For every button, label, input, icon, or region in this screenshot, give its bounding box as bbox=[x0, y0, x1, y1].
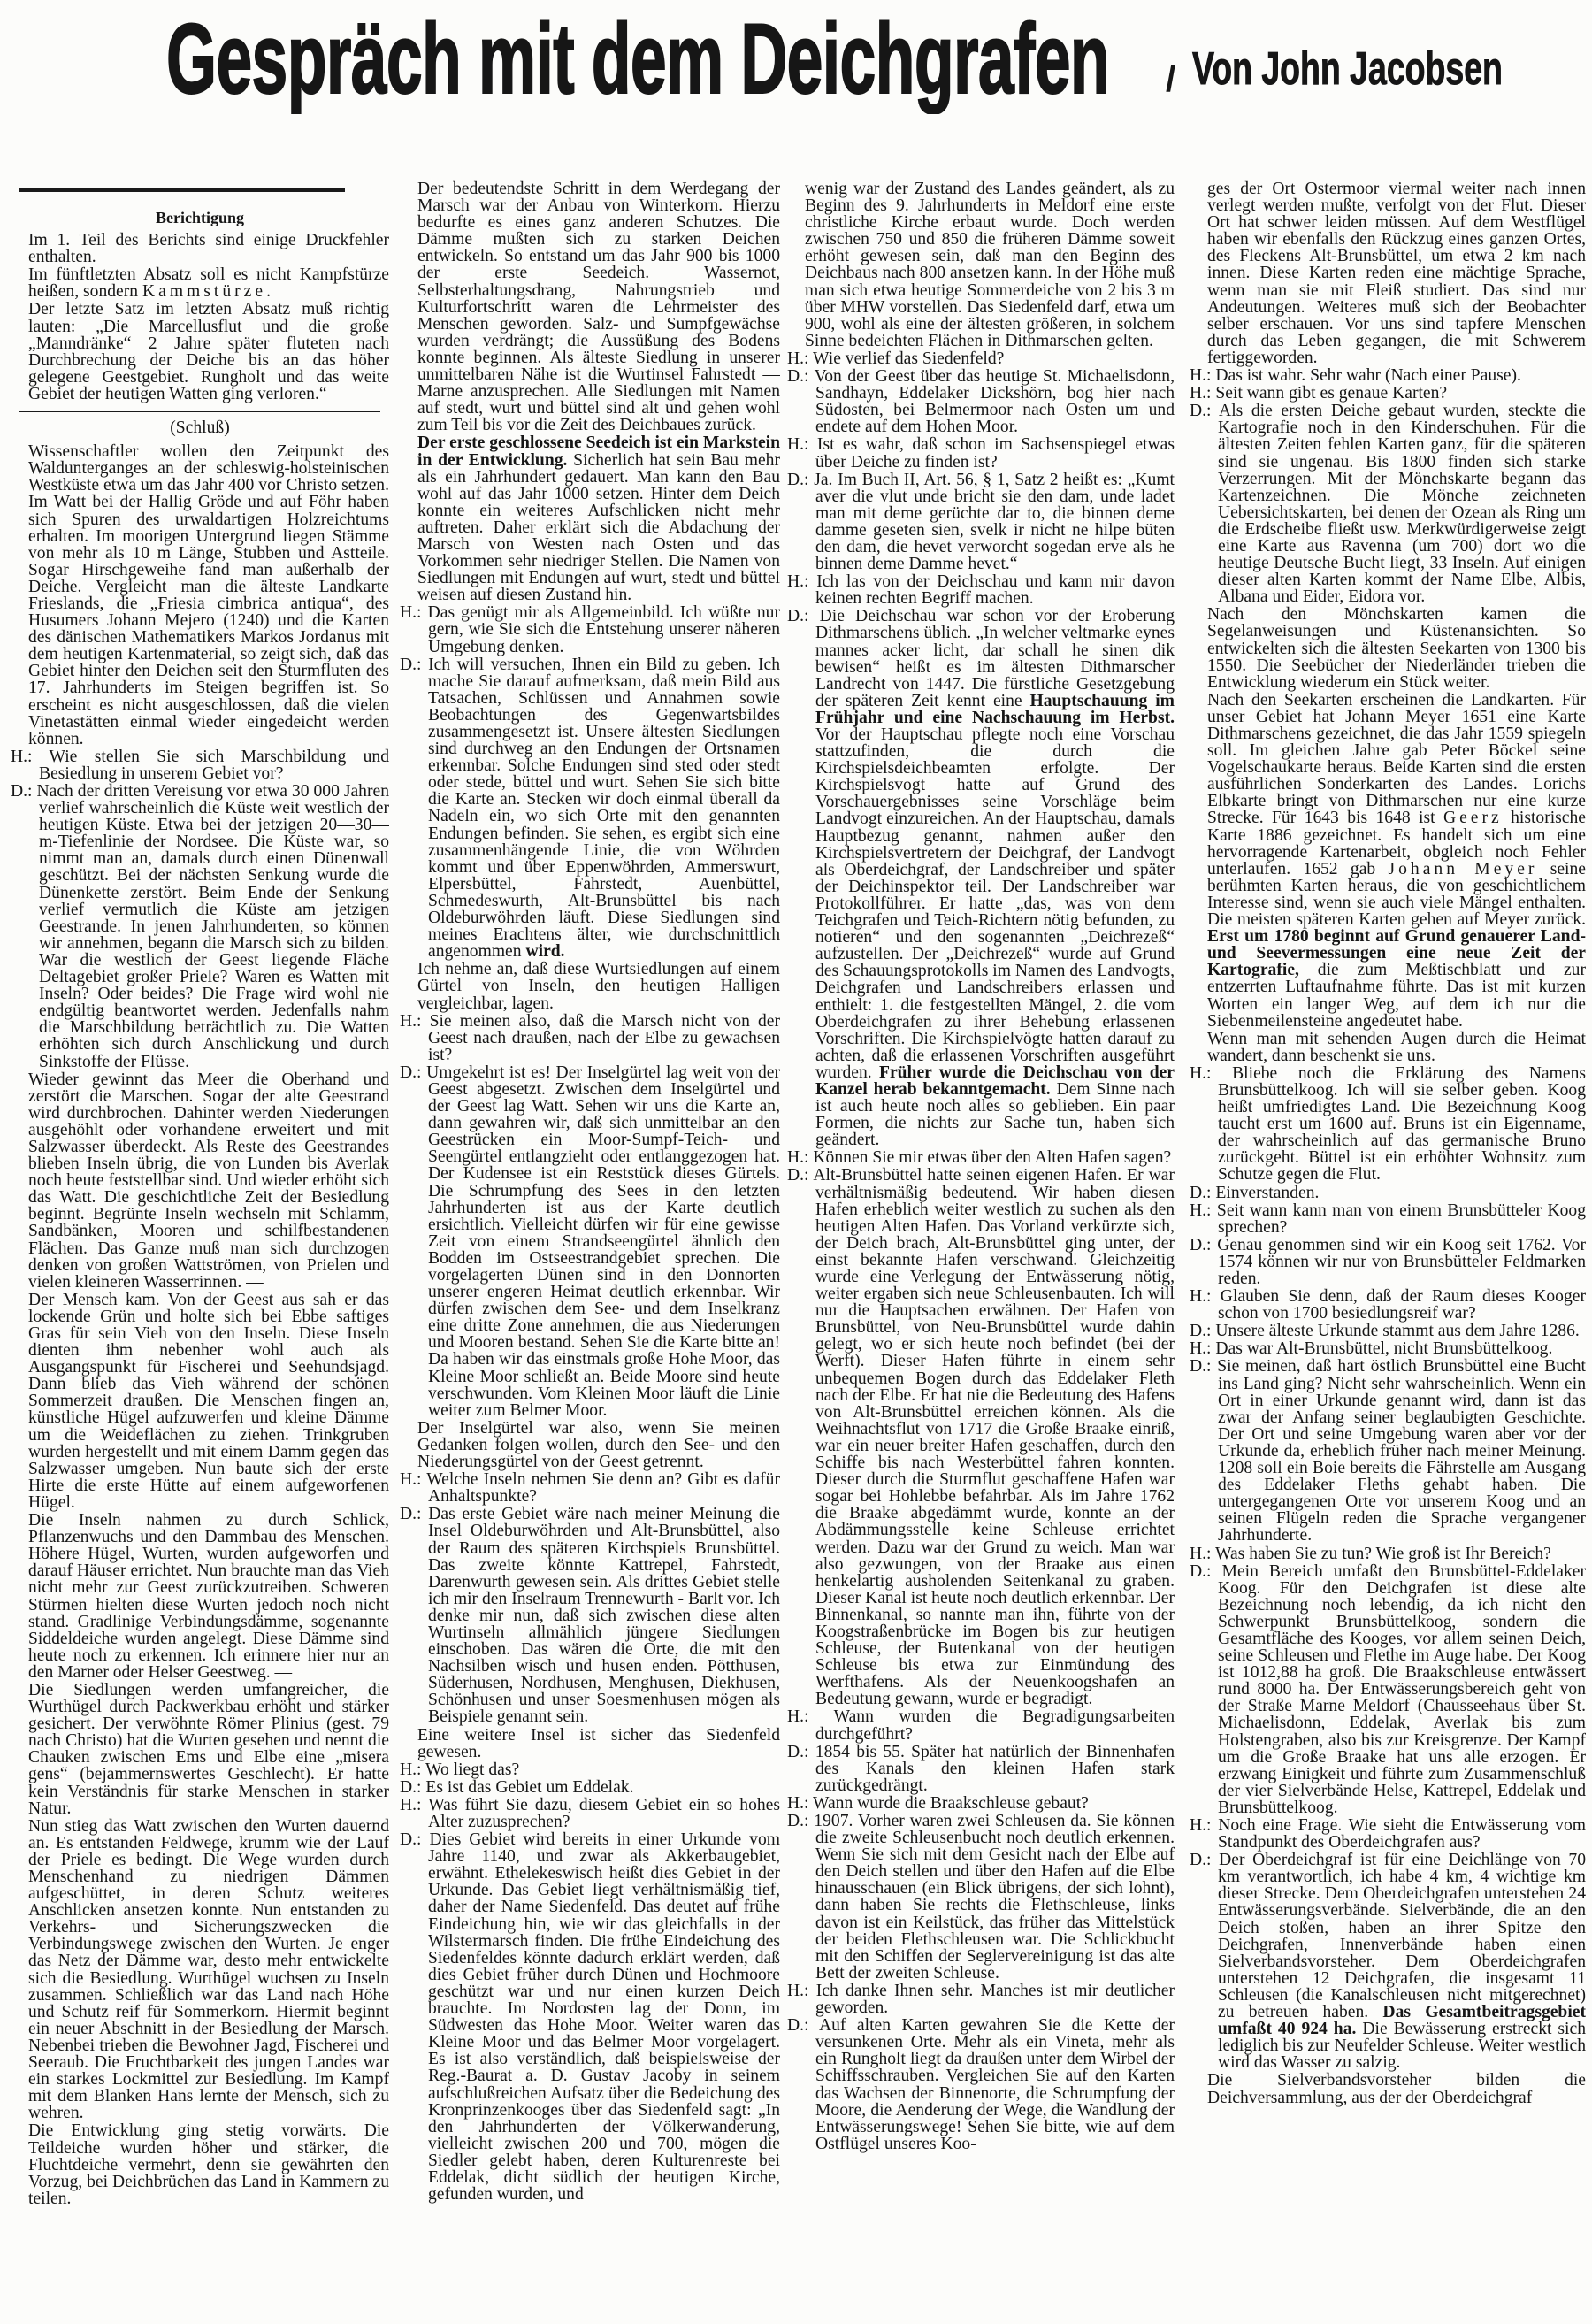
speaker-label: H.: bbox=[1190, 1200, 1212, 1220]
text-segment: ges der Ort Ostermoor viermal weiter nach innen verlegt werden mußte, verfolgt von der Flut. Dieser Ort hat schwer leiden müssen. Auf dem Westflügel haben wir ebenfalls den Rückzug eines ganzen Ortes, des Fleckens Alt-Brunsbüttel, um etwa 2 km nach innen. Diese Karten reden eine mächtige Sprache, wenn man sie mit Fleiß studiert. Das sind nur Andeutungen. Weiteres muß sich der Beobachter selber erschauen. Vor uns sind tapfere Menschen durch das Leben gegangen, die mit Schwerem fertiggeworden. bbox=[1207, 180, 1586, 367]
divider bbox=[19, 411, 380, 412]
speaker-label: H.: bbox=[400, 1795, 422, 1814]
paragraph bbox=[400, 1420, 780, 1470]
text-segment: Glauben Sie denn, daß der Raum dieses Kooger schon von 1700 besiedlungsreif war? bbox=[1218, 1287, 1586, 1323]
text-segment: Wie verlief das Siedenfeld? bbox=[813, 349, 1005, 368]
speaker-label: H.: bbox=[11, 747, 33, 766]
text-segment: Im fünftletzten Absatz soll es nicht Kampfstürze heißen, sondern bbox=[28, 265, 389, 302]
speaker-label: D.: bbox=[1190, 402, 1212, 421]
text-segment: Wo liegt das? bbox=[425, 1760, 520, 1779]
interview-paragraph bbox=[400, 656, 780, 961]
interview-paragraph bbox=[1190, 1065, 1586, 1184]
interview-paragraph bbox=[400, 1761, 780, 1778]
interview-paragraph bbox=[1190, 1817, 1586, 1851]
paragraph bbox=[400, 961, 780, 1011]
text-segment: Wie stellen Sie sich Marschbildung und Besiedlung in unserem Gebiet vor? bbox=[39, 747, 389, 783]
interview-paragraph bbox=[400, 1064, 780, 1419]
text-segment: Können Sie mir etwas über den Alten Hafen sagen? bbox=[813, 1148, 1172, 1168]
speaker-label: D.: bbox=[400, 1777, 422, 1797]
speaker-label: H.: bbox=[787, 1148, 809, 1168]
text-segment: Eine weitere Insel ist sicher das Siedenfeld gewesen. bbox=[417, 1725, 780, 1761]
text-segment: Johann Meyer bbox=[1388, 859, 1538, 878]
interview-paragraph bbox=[1190, 1237, 1586, 1287]
text-segment: Das erste Gebiet wäre nach meiner Meinung die Insel Oldeburwöhrden und Alt-Brunsbüttel, also der Raum des späteren Kirchspiels Brunsbüttel. Das zweite könnte Kattrepel, Fahrstedt, Darenwurth gewesen sein. Als drittes Gebiet stelle ich mir den Inselraum Trennewurth - Barlt vor. Ich denke mir nun, daß sich zwischen diese alten Wurtinseln allmählich jüngere Siedlungen einschoben. Das wären die Orte, die mit den Nachsilben wisch und husen enden. Pötthusen, Süderhusen, Nordhusen, Menghusen, Diekhusen, Schönhusen und unser Soesmenhusen mögen als Beispiele genannt sein. bbox=[428, 1505, 780, 1727]
paragraph bbox=[11, 1682, 389, 1817]
interview-paragraph bbox=[787, 368, 1175, 435]
text-segment: Nun stieg das Watt zwischen den Wurten dauernd an. Es entstanden Feldwege, krumm wie der Lauf der Priele es bedingt. Die Wege wurden durch Menschenhand zu niedrigen Dämmen aufgeschüttet, in deren Schutz weiteres Anschlicken ansetzen konnte. Nun entstanden zu Verkehrs- und Sicherungszwecken die Verbindungswege zwischen den Wurten. Je enger das Netz der Dämme war, desto mehr entwickelte sich die Besiedlung. Wurthügel wuchsen zu Inseln zusammen. Schließlich war das Land nach Höhe und Schutz reif für Sommerkorn. Hiermit beginnt ein neuer Abschnitt in der Besiedlung der Marsch. Nebenbei trieben die Bewohner Jagd, Fischerei und Seeraub. Die Fruchtbarkeit des jungen Landes war ein starkes Lockmittel zur Besiedlung. Im Kampf mit dem Blanken Hans lernte der Mensch, sich zu wehren. bbox=[28, 1816, 389, 2123]
speaker-label: D.: bbox=[1190, 1561, 1212, 1581]
speaker-label: D.: bbox=[1190, 1322, 1212, 1341]
text-segment: Sicherlich hat sein Bau mehr als ein Jahrhundert gedauert. Man kann den Bau wohl auf das Jahr 1000 setzen. Hinter dem Deich konnte ein weiteres Aufschlicken nicht mehr auftreten. Daher erklärt sich die Abdachung der Marsch von Westen nach Osten und das Vorkommen sehr niedriger Stellen. Die Namen von Siedlungen mit Endungen auf wurt, stedt und büttel weisen auf diesen Zustand hin. bbox=[417, 450, 780, 605]
paragraph bbox=[1190, 180, 1586, 366]
text-segment: Ich danke Ihnen sehr. Manches ist mir deutlicher geworden. bbox=[815, 1981, 1175, 2018]
speaker-label: H.: bbox=[787, 1793, 809, 1813]
speaker-label: H.: bbox=[787, 435, 809, 455]
text-segment: 1907. Vorher waren zwei Schleusen da. Sie können die zweite Schleusenbucht noch deutlich erkennen. Wenn Sie sich mit dem Gesicht nach der Elbe auf den Deich stellen und über den Hafen auf die Elbe hinausschauen (ein Blick übrigens, der sich lohnt), dann haben Sie rechts die Flethschleuse, links davon ist ein Keilstück, das früher das Mittelstück der beiden Flethschleusen war. Die Schlickbucht mit den Schiffen der Seglervereinigung ist das alte Bett der zweiten Schleuse. bbox=[814, 1812, 1175, 1983]
interview-paragraph bbox=[787, 608, 1175, 1148]
speaker-label: H.: bbox=[1190, 384, 1212, 403]
text-segment: Das war Alt-Brunsbüttel, nicht Brunsbüttelkoog. bbox=[1215, 1339, 1553, 1359]
text-segment: Ist es wahr, daß schon im Sachsenspiegel etwas über Deiche zu finden ist? bbox=[815, 435, 1175, 472]
interview-paragraph bbox=[400, 1797, 780, 1830]
text-segment: Dem Sinne nach ist auch heute noch alles so geblieben. Ein paar Formen, die nichts zur Sache tun, haben sich geändert. bbox=[815, 1079, 1175, 1150]
interview-paragraph bbox=[1190, 403, 1586, 605]
text-segment: Wissenschaftler wollen den Zeitpunkt des Waldunterganges an der schleswig-holsteinischen Westküste etwa um das Jahr 400 vor Christo setzen. Im Watt bei der Hallig Gröde und auf Föhr haben sich Spuren des urwaldartigen Holzreichtums erhalten. Im moorigen Untergrund liegen Stämme von mehr als 10 m Länge, Stubben und Astteile. Sogar Hirschgeweihe fand man außerhalb der Deiche. Vergleicht man die älteste Landkarte Frieslands, die „Friesia cimbrica antiqua“, des Husumers Johann Mejero (1240) und die Karten des dänischen Mathematikers Markos Jordanus mit dem heutigen Kartenmaterial, so zeigt sich, daß das Gebiet hinter den Deichen seit den Sturmfluten des 17. Jahrhunderts im Steigen begriffen ist. So erscheint es nicht ausgeschlossen, daß die vielen Vinetastätten einmal wieder eingedeicht werden können. bbox=[28, 442, 389, 748]
text-segment: Alt-Brunsbüttel hatte seinen eigenen Hafen. Er war verhältnismäßig bedeutend. Wir haben diesen Hafen erheblich weiter westlich zu suchen als den heutigen Alten Hafen. Das Vorland verkürzte sich, der Deich brach, Alt-Brunsbüttel ging unter, der einst bekannte Hafen verschwand. Gleichzeitig wurde eine Verlegung der Entwässerung nötig, weiter ergaben sich neue Schleusenbauten. Ich will nur die Hauptsachen erwähnen. Der Hafen von Brunsbüttel, von Neu-Brunsbüttel wurde dahin gelegt, wo er sich heute noch befindet (bei der Werft). Dieser Hafen führte in einem sehr unbequemen Bogen durch das Eddelaker Fleth nach der Elbe. Er hat nie die Bedeutung des Hafens von Alt-Brunsbüttel erreichen können. Als die Weihnachtsflut von 1717 die Große Braake einriß, war ein neuer breiter Hafen geschaffen, durch den Schiffe bis nach Westerbüttel fahren konnten. Dieser durch die Sturmflut geschaffene Hafen war sogar bei Hohlebbe befahrbar. Als im Jahre 1762 die Braake abgedämmt wurde, konnte an der Abdämmungsstelle keine Schleuse errichtet werden. Dazu war der Grund zu weich. Man war also gezwungen, von der Braake aus einen henkelartig ausholenden Seitenkanal zu graben. Dieser Kanal ist heute noch deutlich erkennbar. Der Binnenkanal, so nannte man ihn, führte von der Koogstraßenbrücke im Bogen bis zur heutigen Schleuse, der Butenkanal von der heutigen Schleuse bis etwa zur Einmündung des Werfthafens. Als der Neuenkoogshafen an Bedeutung gewann, wurde er begradigt. bbox=[813, 1166, 1175, 1709]
speaker-label: H.: bbox=[1190, 1544, 1212, 1563]
text-segment: Der Inselgürtel war also, wenn Sie meinen Gedanken folgen wollen, durch den See- und den Niederungsgürtel von der Geest getrennt. bbox=[417, 1418, 780, 1472]
speaker-label: D.: bbox=[787, 470, 809, 489]
text-segment: Die Bewässerung erstreckt sich lediglich bis zur Neufelder Schleuse. Weiter westlich wird das Wasser zu salzig. bbox=[1218, 2020, 1586, 2073]
interview-paragraph bbox=[1190, 1340, 1586, 1357]
text-segment: Geerz bbox=[1443, 809, 1503, 828]
interview-paragraph bbox=[1190, 385, 1586, 402]
text-segment: Was führt Sie dazu, diesem Gebiet ein so hohes Alter zuzusprechen? bbox=[428, 1795, 780, 1831]
speaker-label: D.: bbox=[787, 1166, 809, 1185]
author-byline: Von John Jacobsen bbox=[1192, 43, 1503, 95]
interview-paragraph bbox=[1190, 1288, 1586, 1322]
text-segment: Es ist das Gebiet um Eddelak. bbox=[425, 1777, 634, 1797]
speaker-label: D.: bbox=[1190, 1183, 1212, 1202]
paragraph bbox=[11, 443, 389, 748]
text-segment: 1854 bis 55. Später hat natürlich der Binnenhafen des Kanals den kleinen Hafen stark zurückgedrängt. bbox=[815, 1742, 1175, 1795]
text-segment: Die Deichschau war schon vor der Eroberung Dithmarschens üblich. „In welcher veltmarke eynes mannes acker licht, dar schall he sinen dik bewisen“ heißt es im ältesten Dithmarscher Landrecht von 1447. Die fürstliche Gesetzgebung der späteren Zeit kennt eine bbox=[815, 607, 1175, 710]
interview-paragraph bbox=[787, 1983, 1175, 2016]
paragraph bbox=[787, 180, 1175, 349]
paragraph bbox=[11, 232, 389, 265]
text-column-1 bbox=[11, 180, 389, 2321]
text-segment: Ja. Im Buch II, Art. 56, § 1, Satz 2 heißt es: „Kumt aver die vlut unde bricht sie den dam, unde ladet man mit deme gerüchte dar to, die binnen deme damme geseten sien, svelk ir nicht ne hilpe büten den dam, die hevet verworcht sogedan erve als he binnen deme Damme hevet.“ bbox=[814, 470, 1175, 574]
interview-paragraph bbox=[1190, 1358, 1586, 1544]
interview-paragraph bbox=[787, 436, 1175, 470]
text-segment: Wenn man mit sehenden Augen durch die Heimat wandert, dann beschenkt sie uns. bbox=[1207, 1029, 1586, 1065]
speaker-label: D.: bbox=[400, 1062, 422, 1082]
interview-paragraph bbox=[11, 783, 389, 1070]
text-segment: Ich las von der Deichschau und kann mir davon keinen rechten Begriff machen. bbox=[815, 572, 1175, 609]
text-segment: Als die ersten Deiche gebaut wurden, steckte die Kartografie noch in den Kinderschuhen. Für die ältesten Zeiten fehlen Karten ganz, für die späteren sind sie ungenau. Bis 1800 finden sich starke Verzerrungen. Mit der Mönchskarte begann das Kartenzeichnen. Die Mönche zeichneten Uebersichtskarten, bei denen der Ozean als Ring um die Erdscheibe fließt usw. Merkwürdigerweise zeigt eine Karte aus Ravenna (um 700) dort wo die heutige Deutsche Bucht liegt, 33 Inseln. Auf einigen dieser alten Karten kommt der Name Elbe, Albis, Albana und Eider, Eidora vor. bbox=[1218, 402, 1586, 607]
speaker-label: H.: bbox=[787, 349, 809, 368]
interview-paragraph bbox=[787, 1708, 1175, 1742]
speaker-label: D.: bbox=[787, 2016, 809, 2036]
interview-paragraph bbox=[1190, 1563, 1586, 1816]
text-segment: Wann wurde die Braakschleuse gebaut? bbox=[813, 1793, 1089, 1813]
paragraph bbox=[400, 1727, 780, 1760]
text-segment: Welche Inseln nehmen Sie denn an? Gibt es dafür Anhaltspunkte? bbox=[426, 1470, 780, 1507]
bold-text: Hauptschauung im Frühjahr und eine Nachschauung im Herbst. bbox=[815, 691, 1175, 727]
paragraph bbox=[1190, 2072, 1586, 2105]
interview-paragraph bbox=[400, 1471, 780, 1505]
speaker-label: H.: bbox=[1190, 366, 1212, 386]
speaker-label: D.: bbox=[400, 1830, 422, 1850]
text-segment: Das genügt mir als Allgemeinbild. Ich wüßte nur gern, wie Sie sich die Entstehung unserer näheren Umgebung denken. bbox=[427, 603, 780, 656]
speaker-label: D.: bbox=[1190, 1851, 1212, 1870]
interview-paragraph bbox=[400, 604, 780, 655]
speaker-label: D.: bbox=[1190, 1235, 1212, 1254]
text-segment: Einverstanden. bbox=[1215, 1183, 1320, 1202]
text-segment: Nach der dritten Vereisung vor etwa 30 000 Jahren verlief wahrscheinlich die Küste weit westlich der heutigen Küste. Etwa bei der jetzigen 20—30—m-Tiefenlinie der Nordsee. Die Küste war, so nimmt man an, damals durch einen Dünenwall geschützt. Bei der nächsten Senkung wurde die Dünenkette zerstört. Beim Ende der Senkung verlief vermutlich die Küste am jetzigen Geestrande. In jenen Jahrhunderten, so können wir annehmen, begann die Marsch sich zu bilden. War die westlich der Geest liegende Fläche Deltagebiet großer Priele? Waren es Watten mit Inseln? Oder beides? Die Frage wird wohl nie endgültig beantwortet werden. Jedenfalls nahm die Marschbildung beträchtlich zu. Die Watten erhöhten sich durch Anschlickung und durch Sinkstoffe der Flüsse. bbox=[36, 782, 389, 1071]
text-segment: historische Karte 1886 gezeichnet. Es handelt sich um eine hervorragende Kartenarbeit, obgleich noch Fehler unterlaufen. 1652 gab bbox=[1207, 809, 1586, 878]
text-segment: Auf alten Karten gewahren Sie die Kette der versunkenen Orte. Mehr als ein Vineta, mehr als ein Rungholt liegt da draußen unter dem Wirbel der Schiffsschrauben. Vergleichen Sie auf den Karten das Wachsen der Binnenorte, die Schrumpfung der Moore, die Aenderung der Wege, die Wandlung der Entwässerungswege! Sehen Sie bitte, wie auf dem Ostflügel unseres Koo- bbox=[815, 2016, 1175, 2153]
speaker-label: H.: bbox=[787, 572, 809, 592]
speaker-label: D.: bbox=[787, 1742, 809, 1761]
text-segment: Wieder gewinnt das Meer die Oberhand und zerstört die Marschen. Sogar der alte Geestrand wird durchbrochen. Dahinter werden Niederungen ausgehöhlt oder vorhandene erweitert und mit Salzwasser überdeckt. Als Reste des Geestrandes blieben Inseln übrig, die von Lunden bis Averlak noch heute feststellbar sind. Und wieder erhöht sich das Watt. Die geschichtliche Zeit der Besiedlung beginnt. Begrünte Inseln wechseln mit Schlamm, Sandbänken, Mooren und schilfbestandenen Flächen. Das Ganze muß man sich durchzogen denken von großen Wattströmen, von Prielen und vielen kleineren Wasserrinnen. — bbox=[28, 1070, 389, 1292]
text-segment: die zum Meßtischblatt und zur entzerrten Luftaufnahme führte. Das ist mit kurzen Worten ein langer Weg, auf dem ich nur die Siebenmeilensteine angedeutet habe. bbox=[1207, 961, 1586, 1031]
text-segment: Bliebe noch die Erklärung des Namens Brunsbüttelkoog. Ich will sie selber geben. Koog heißt umfriedigtes Land. Die Bezeichnung Koog taucht erst um 1600 auf. Bruns ist ein Eigenname, der wahrscheinlich auf das germanische Bruno zurückgeht. Büttel ist ein erhöhter Wohnsitz zum Schutze gegen die Flut. bbox=[1218, 1063, 1586, 1185]
text-segment: Ich nehme an, daß diese Wurtsiedlungen auf einem Gürtel von Inseln, den heutigen Halligen vergleichbar, lagen. bbox=[417, 960, 780, 1013]
speaker-label: H.: bbox=[787, 1981, 809, 2000]
text-segment: Sie meinen, daß hart östlich Brunsbüttel eine Bucht ins Land ging? Nicht sehr wahrscheinlich. Wenn ein Ort in einer Urkunde genannt wird, dann ist das zwar der Anfang seiner beglaubigten Geschichte. Der Ort und seine Umgebung waren aber vor der Urkunde da, erheblich früher nach meiner Meinung. 1208 soll ein Boie bereits die Fährstelle am Ausgang des Eddelaker Fleths gehabt haben. Die untergegangenen Orte vor unserem Koog und an seinen Flügeln reden die Sprache vergangener Jahrhunderte. bbox=[1217, 1357, 1586, 1545]
text-segment: Umgekehrt ist es! Der Inselgürtel lag weit von der Geest abgesetzt. Zwischen dem Inselgürtel und der Geest lag Watt. Sehen wir uns die Karte an, dann gewahren wir, daß sich unmittelbar an den Geestrücken ein Moor-Sumpf-Teich- und Seengürtel entlangzieht oder entlanggezogen hat. Der Kudensee ist ein Reststück dieses Gürtels. Die Schrumpfung des Sees in den letzten Jahrhunderten ist aus der Karte deutlich ersichtlich. Vielleicht dürfen wir für eine gewisse Zeit von einem Strandseengürtel ähnlich den Bodden im Ostseestrandgebiet sprechen. Die vorgelagerten Dünen sind in den Donnorten unserer engeren Heimat deutlich erkennbar. Wir dürfen zwischen dem See- und dem Inselkranz eine dritte Zone annehmen, die aus Niederungen und Mooren bestand. Sehen Sie die Karte bitte an! Da haben wir das einstmals große Hohe Moor, das Kleine Moor schließt an. Beide Moore sind heute verschwunden. Vom Kleinen Moor läuft die Linie weiter zum Belmer Moor. bbox=[426, 1062, 780, 1420]
interview-paragraph bbox=[787, 573, 1175, 607]
text-segment: Ich will versuchen, Ihnen ein Bild zu geben. Ich mache Sie darauf aufmerksam, daß mein Bild aus Tatsachen, Schlüssen und Annahmen sowie Beobachtungen des Gegenwartsbildes zusammengesetzt ist. Unsere ältesten Siedlungen sind durchweg an den Endungen der Ortsnamen erkennbar. Solche Endungen sind sted oder stedt oder stede, büttel und wurt. Sehen Sie sich bitte die Karte an. Stecken wir doch einmal überall da Nadeln ein, wo sich Orte mit den genannten Endungen befinden. Sie sehen, es ergibt sich eine zusammenhängende Linie, die von Wöhrden kommt und über Eppenwöhrden, Ammerswurt, Elpersbüttel, Fahrstedt, Auenbüttel, Schmedeswurth, Alt-Brunsbüttel bis nach Oldeburwöhrden läuft. Diese Siedlungen sind meines Erachtens älter, wie durchschnittlich angenommen bbox=[428, 655, 780, 962]
speaker-label: H.: bbox=[400, 1760, 422, 1779]
text-segment: Kammstürze bbox=[142, 282, 267, 302]
text-column-3 bbox=[787, 180, 1175, 2321]
headline-separator: / bbox=[1166, 60, 1176, 99]
continuation-label: (Schluß) bbox=[170, 418, 230, 438]
interview-paragraph bbox=[787, 2017, 1175, 2152]
interview-paragraph bbox=[400, 1779, 780, 1796]
interview-paragraph bbox=[787, 1795, 1175, 1812]
interview-paragraph bbox=[787, 350, 1175, 367]
speaker-label: D.: bbox=[400, 1505, 422, 1524]
speaker-label: D.: bbox=[787, 367, 809, 387]
paragraph bbox=[11, 1818, 389, 2122]
speaker-label: H.: bbox=[787, 1707, 809, 1727]
speaker-label: D.: bbox=[787, 1812, 809, 1830]
paragraph bbox=[11, 266, 389, 300]
speaker-label: H.: bbox=[1190, 1063, 1212, 1083]
interview-paragraph bbox=[1190, 1323, 1586, 1339]
text-segment: Von der Geest über das heutige St. Michaelisdonn, Sandhayn, Eddelaker Dickshörn, bog hier nach Südosten, bei Belmermoor nach Osten um und endete auf dem Hohen Moor. bbox=[814, 367, 1175, 437]
speaker-label: D.: bbox=[11, 782, 33, 801]
interview-paragraph bbox=[787, 1813, 1175, 1982]
interview-paragraph bbox=[787, 1167, 1175, 1707]
text-segment: Die Siedlungen werden umfangreicher, die Wurthügel durch Packwerkbau erhöht und stärker gesichert. Der verwöhnte Römer Plinius (gest. 79 nach Christo) hat die Wurten gesehen und nennt die Chauken zwischen Ems und Elbe eine „misera gens“ (bejammernswertes Geschlecht). Er hatte kein Verständnis für starke Menschen in starker Natur. bbox=[28, 1680, 389, 1818]
article-headline: Gespräch mit dem Deichgrafen bbox=[166, 4, 1110, 114]
paragraph bbox=[11, 1071, 389, 1291]
text-segment: Der bedeutendste Schritt in dem Werdegang der Marsch war der Anbau von Winterkorn. Hierzu bedurfte es eines ganz anderen Schutzes. Die Dämme mußten sich zu starken Deichen entwickeln. So entstand um das Jahr 900 bis 1000 der erste Seedeich. Wassernot, Selbsterhaltungsdrang, Nahrungstrieb und Kulturfortschritt waren die Lehrmeister des Menschen geworden. Salz- und Sumpfgewächse wurden verdrängt; die Aussüßung des Bodens konnte beginnen. Als älteste Siedlung in unserer unmittelbaren Nähe ist die Wurtinsel Fahrstedt — Marne anzusprechen. Alle Siedlungen mit Namen auf stedt, wurt und büttel sind alt und gehen wohl zum Teil bis vor die Zeit des Deichbaues zurück. bbox=[417, 180, 780, 435]
text-segment: Im 1. Teil des Berichts sind einige Druckfehler enthalten. bbox=[28, 231, 389, 267]
speaker-label: H.: bbox=[1190, 1339, 1212, 1359]
interview-paragraph bbox=[787, 1149, 1175, 1166]
speaker-label: D.: bbox=[1190, 1357, 1212, 1377]
speaker-label: H.: bbox=[400, 603, 422, 623]
text-segment: Genau genommen sind wir ein Koog seit 1762. Vor 1574 können wir nur von Brunsbütteler Feldmarken reden. bbox=[1217, 1235, 1586, 1288]
text-segment: Wann wurden die Begradigungsarbeiten durchgeführt? bbox=[815, 1707, 1175, 1744]
paragraph bbox=[1190, 1031, 1586, 1064]
text-segment: Dies Gebiet wird bereits in einer Urkunde vom Jahre 1140, und zwar als Akkerbaugebiet, erwähnt. Ethelekeswisch heißt dies Gebiet in der Urkunde. Das Gebiet liegt verhältnismäßig tief, daher der Name Siedenfeld. Das deutet auf frühe Eindeichung hin, wie wir das gleichfalls in der Wilstermarsch finden. Die frühe Eindeichung des Siedenfeldes könnte dadurch erklärt werden, daß dies Gebiet früher durch Dünen und Hochmoore geschützt war und nur einen kurzen Deich brauchte. Im Nordosten lag der Donn, im Südwesten das Hohe Moor. Weiter waren das Kleine Moor und das Belmer Moor vorgelagert. Es ist also verständlich, daß beispielsweise der Reg.-Baurat a. D. Gustav Jacoby in seinem aufschlußreichen Aufsatz über die Bedeichung des Kronprinzenkooges über das Siedenfeld sagt: „In den Jahrhunderten der Völkerwanderung, vielleicht zwischen 200 und 700, mögen die Siedler gelebt haben, deren Kulturenreste bei Eddelak, dicht südlich der heutigen Kirche, gefunden wurden, und bbox=[428, 1830, 780, 2205]
text-segment: Noch eine Frage. Wie sieht die Entwässerung vom Standpunkt des Oberdeichgrafen aus? bbox=[1218, 1816, 1586, 1852]
interview-paragraph bbox=[787, 1744, 1175, 1794]
bold-text: Früher wurde die Deichschau von der Kanzel herab bekanntgemacht. bbox=[815, 1062, 1175, 1099]
interview-paragraph bbox=[1190, 1545, 1586, 1562]
paragraph bbox=[11, 2122, 389, 2206]
text-segment: Vor der Hauptschau pflegte noch eine Vorschau stattzufinden, die durch die Kirchspielsdeichbeamten erfolgte. Der Kirchspielsvogt hatte auf Grund des Vorschauergebnisses seine Vorschläge beim Landvogt einzureichen. An der Hauptschau, damals Hauptbezug genannt, nahmen außer den Kirchspielsvertretern der Deichgraf, der Landvogt als Oberdeichgraf, der Landschreiber und später der Deichinspektor teil. Der Landschreiber war Protokollführer. Er hatte „das, was von dem Teichgrafen und Teich-Richtern nötig befunden, zu notieren“ und den sogenannten „Deichrezeß“ aufzustellen. Der „Deichrezeß“ wurde auf Grund des Schauungsprotokolls im Namen des Landvogts, Deichgrafen und Landschreibers erlassen und enthielt: 1. die festgestellten Mängel, 2. die vom Oberdeichgrafen zu ihrer Behebung erlassenen Vorschriften. Die Kirchspielvögte hatten darauf zu achten, daß die erlassenen Vorschriften ausgeführt wurden. bbox=[815, 725, 1175, 1082]
text-segment: Die Inseln nahmen zu durch Schlick, Pflanzenwuchs und den Dammbau des Menschen. Höhere Hügel, Wurten, wurden aufgeworfen und darauf Häuser errichtet. Nun brauchte man das Vieh nicht mehr zur Geest zurückzutreiben. Schweren Stürmen hielten diese Wurten jedoch noch nicht stand. Gradlinige Verbindungsdämme, sogenannte Siddeldeiche wurden angelegt. Diese Dämme sind heute noch zu erkennen. Ich erinnere hier nur an den Marner oder Helser Geestweg. — bbox=[28, 1511, 389, 1682]
paragraph bbox=[400, 434, 780, 603]
text-segment: Nach den Mönchskarten kamen die Segelanweisungen und Küstenansichten. So entwickelten sich die ältesten Seekarten von 1300 bis 1550. Die Seebücher der Niederländer trieben die Entwicklung wiederum ein Stück weiter. bbox=[1207, 605, 1586, 692]
interview-paragraph bbox=[787, 472, 1175, 573]
paragraph bbox=[11, 1292, 389, 1511]
text-segment: Mein Bereich umfaßt den Brunsbüttel-Eddelaker Koog. Für den Deichgrafen ist diese alte Bezeichnung noch lebendig, da ich nicht den Schwerpunkt Brunsbüttelkoog, sondern die Gesamtfläche des Kooges, vor allem seinen Deich, seine Schleusen und Flethe im Auge habe. Der Koog ist 1012,88 ha groß. Die Braakschleuse entwässert rund 8000 ha. Der Entwässerungsbereich geht von der Straße Marne Meldorf (Chausseehaus über St. Michaelisdonn, Eddelak, Averlak bis zum Holstengraben, also bis zur Kreisgrenze. Der Kampf um die Große Braake hat uns alle erzogen. Er erzwang Einigkeit und führte zum Zusammenschluß der vier Sielverbände Helse, Kattrepel, Eddelak und Brunsbüttelkoog. bbox=[1218, 1561, 1586, 1817]
interview-paragraph bbox=[1190, 367, 1586, 384]
paragraph bbox=[400, 180, 780, 433]
speaker-label: D.: bbox=[400, 655, 422, 674]
text-segment: Sie meinen also, daß die Marsch nicht von der Geest nach draußen, nach der Elbe zu gewachsen ist? bbox=[428, 1011, 780, 1064]
divider bbox=[19, 188, 345, 192]
bold-text: wird. bbox=[525, 942, 565, 962]
text-segment: Der letzte Satz im letzten Absatz muß richtig lauten: „Die Marcellusflut und die große „Manndränke“ 2 Jahre später fluteten nach Durchbrechung der Deiche bis an das höher gelegene Geestgebiet. Rungholt und das weite Gebiet der heutigen Watten ging verloren.“ bbox=[28, 300, 389, 403]
text-column-2 bbox=[400, 180, 780, 2321]
interview-paragraph bbox=[400, 1013, 780, 1063]
speaker-label: H.: bbox=[400, 1470, 422, 1490]
text-segment: Die Sielverbandsvorsteher bilden die Deichversammlung, aus der der Oberdeichgraf bbox=[1207, 2071, 1586, 2107]
bold-text: Der erste geschlossene Seedeich ist ein Markstein in der Entwicklung. bbox=[417, 433, 780, 470]
paragraph bbox=[1190, 692, 1586, 1030]
paragraph bbox=[1190, 606, 1586, 690]
interview-paragraph bbox=[1190, 1202, 1586, 1236]
text-segment: seine berühmten Karten heraus, die von geschichtlichem Interesse sind, wenn sie auch viele Mängel enthalten. Die meisten späteren Karten gehen auf Meyer zurück. bbox=[1207, 859, 1586, 930]
text-segment: wenig war der Zustand des Landes geändert, als zu Beginn des 9. Jahrhunderts in Meldorf eine erste christliche Kirche erbaut wurde. Doch werden zwischen 750 und 850 die früheren Dämme soweit erhöht gewesen sein, daß man den Beginn des Deichbaus nach 800 ansetzen kann. In der Höhe muß man sich etwa heutige Sommerdeiche von 2 bis 3 m über MHW vorstellen. Das Siedenfeld darf, etwa um 900, wohl als eine der ältesten größeren, in solchem Sinne bedeichten Flächen in Dithmarschen gelten. bbox=[805, 180, 1175, 350]
speaker-label: D.: bbox=[787, 607, 809, 626]
text-segment: Das ist wahr. Sehr wahr (Nach einer Pause). bbox=[1215, 366, 1521, 386]
text-segment: Die Entwicklung ging stetig vorwärts. Die Teildeiche wurden höher und stärker, die Fluchtdeiche vermehrt, denn sie gewährten den Vorzug, bei Deichbrüchen das Land in Kammern zu teilen. bbox=[28, 2121, 389, 2208]
bold-text: Erst um 1780 beginnt auf Grund genauerer Land- und Seevermessungen eine neue Zeit der Kartografie, bbox=[1207, 927, 1586, 980]
interview-paragraph bbox=[1190, 1852, 1586, 2071]
interview-paragraph bbox=[400, 1831, 780, 2203]
text-segment: Was haben Sie zu tun? Wie groß ist Ihr Bereich? bbox=[1215, 1544, 1551, 1563]
interview-paragraph bbox=[1190, 1185, 1586, 1201]
text-column-4 bbox=[1190, 180, 1586, 2321]
speaker-label: H.: bbox=[1190, 1816, 1212, 1835]
text-segment: Der Mensch kam. Von der Geest aus sah er das lockende Grün und holte sich bei Ebbe saftiges Gras für sein Vieh von den Inseln. Diese Inseln dienten ihm nebenher wohl auch als Ausgangspunkt für Fischerei und Seehundsjagd. Dann blieb das Vieh während der schönen Sommerzeit draußen. Die Menschen fingen an, künstliche Hügel aufzuwerfen und kleine Dämme um die Weideflächen zu ziehen. Trinkgruben wurden hergestellt und mit einem Damm gegen das Salzwasser umgeben. Nun baute sich der erste Hirte die erste Hütte auf einem aufgeworfenen Hügel. bbox=[28, 1290, 389, 1512]
text-segment: Unsere älteste Urkunde stammt aus dem Jahre 1286. bbox=[1215, 1322, 1580, 1341]
bold-text: Das Gesamtbeitragsgebiet umfaßt 40 924 ha. bbox=[1218, 2003, 1586, 2039]
text-segment: Der Oberdeichgraf ist für eine Deichlänge von 70 km verantwortlich, ich habe 4 km, 4 wichtige km dieser Strecke. Dem Oberdeichgrafen unterstehen 24 Entwässerungsverbände. Sielverbände, die an den Deich stoßen, haben an ihrer Spitze den Deichgrafen, Innenverbände haben einen Sielverbandsvorsteher. Dem Oberdeichgrafen unterstehen 12 Deichgrafen, die insgesamt 11 Schleusen (die Kanalschleusen nicht mitgerechnet) zu betreuen haben. bbox=[1218, 1851, 1586, 2022]
section-heading: Berichtigung bbox=[155, 209, 244, 226]
interview-paragraph bbox=[400, 1506, 780, 1725]
speaker-label: H.: bbox=[1190, 1287, 1212, 1307]
speaker-label: H.: bbox=[400, 1011, 422, 1031]
interview-paragraph bbox=[11, 748, 389, 782]
text-segment: Seit wann gibt es genaue Karten? bbox=[1215, 384, 1448, 403]
paragraph bbox=[11, 1512, 389, 1681]
paragraph bbox=[11, 301, 389, 403]
text-segment: Seit wann kann man von einem Brunsbütteler Koog sprechen? bbox=[1216, 1200, 1586, 1237]
text-segment: Nach den Seekarten erscheinen die Landkarten. Für unser Gebiet hat Johann Meyer 1651 eine Karte Dithmarschens gezeichnet, die das Jahr 1559 spiegeln soll. Im gleichen Jahre gab Peter Böckel seine Vogelschaukarte heraus. Beide Karten sind die ersten ausführlichen Sonderkarten des Landes. Lorichs Elbkarte bringt von Dithmarschen nur eine kurze Strecke. Für 1643 bis 1648 ist bbox=[1207, 690, 1586, 828]
text-segment: . bbox=[266, 282, 271, 302]
